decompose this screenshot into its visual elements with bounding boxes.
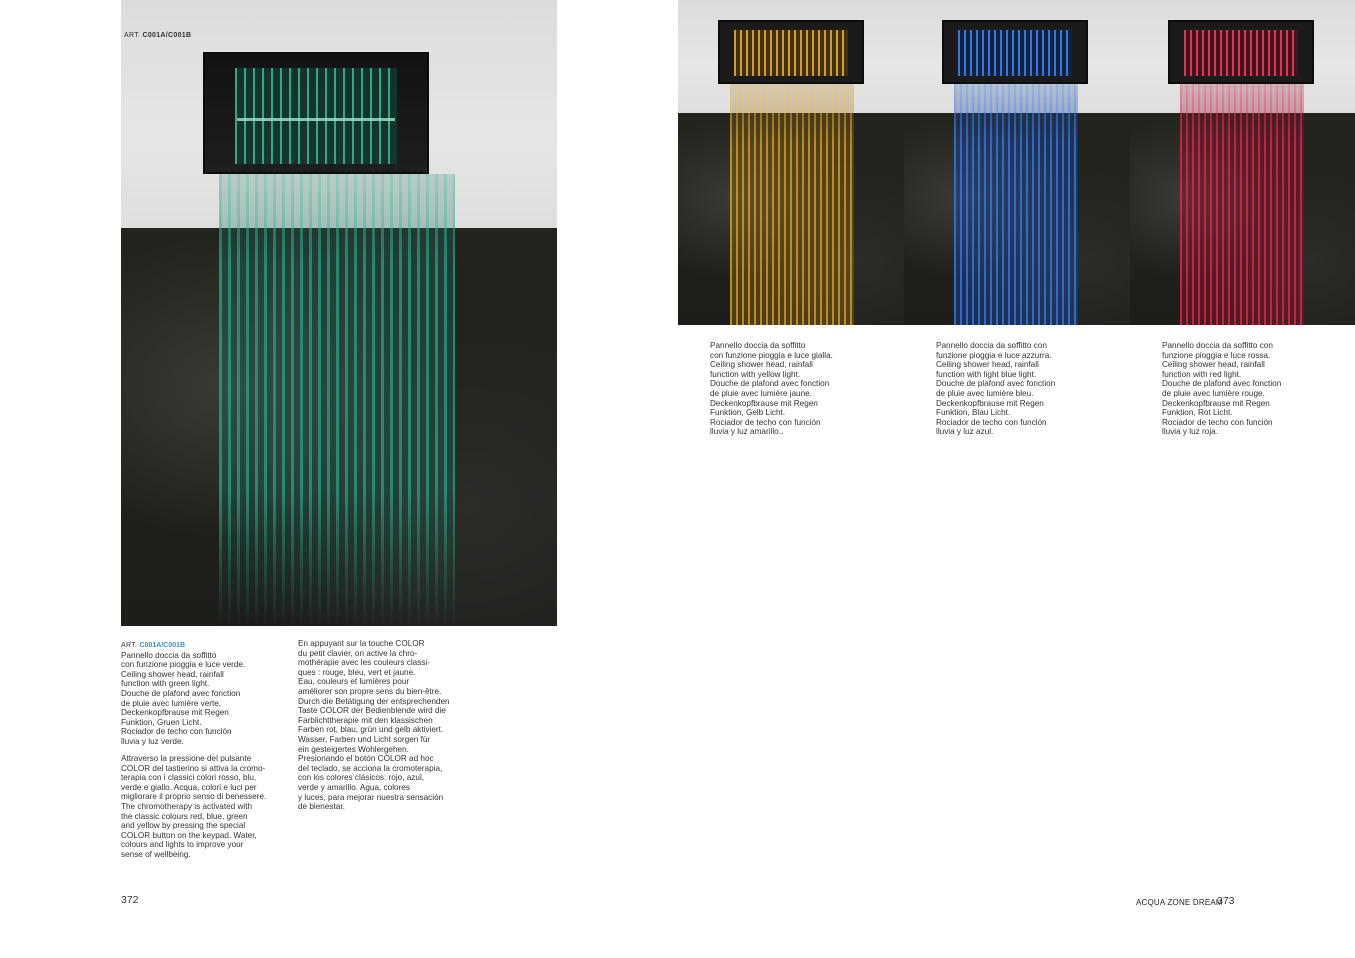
panel-led-strip — [237, 118, 395, 121]
description-it-en: Attraverso la pressione del pulsante COLOR del tastierino si attiva la cromo- terapia con i classici colori rosso, blu, verde e giallo. Acqua, colori e luci per migliorare il proprio senso di benessere. The chromotherapy is activated with the classic colours red, blue, green and yellow by pressing the special COLOR button on the keypad. Water, colours and lights to improve your sense of wellbeing. — [121, 754, 267, 859]
running-head: ACQUA ZONE DREAM — [1136, 898, 1223, 907]
caption-green-text: Pannello doccia da soffitto con funzione pioggia e luce verde. Ceiling shower head, rainfall function with green light. Douche de plafond avec fonction de pluie avec lumière verte. Deckenkopfbrause mit Regen Funktion, Gruen Licht. Rociador de techo con función lluvia y luz verde. — [121, 650, 246, 746]
shower-panel — [718, 20, 864, 84]
description-fr-de-es: En appuyant sur la touche COLOR du petit clavier, on active la chro- mothérapie avec les couleurs classi- ques : rouge, bleu, vert et jaune. Eau, couleurs et lumières pour améliorer son propre sens du bien-être. Durch die Betätigung der entsprechenden Taste COLOR der Bedienblende wird die Farblichttherapie mit den klassischen Farben rot, blau, grün und gelb aktiviert. Wasser, Farben und Licht sorgen für ein gesteigertes Wohlergehen. Presionando el botón COLOR ad hoc del teclado, se acciona la cromoterapia, con los colores clásicos: rojo, azul, verde y amarillo. Agua, colores y luces, para mejorar nuestra sensación de bienestar. — [298, 639, 450, 812]
caption-yellow: Pannello doccia da soffitto con funzione pioggia e luce gialla. Ceiling shower head, rainfall function with yellow light. Douche de plafond avec fonction de pluie avec lumière jaune. Deckenkopfbrause mit Regen Funktion, Gelb Licht. Rociador de techo con función lluvia y luz amarillo.. — [710, 341, 833, 437]
panel-nozzles — [1184, 30, 1298, 76]
yellow-shower-photo — [678, 0, 904, 325]
shower-panel — [942, 20, 1088, 84]
photo-article-label — [124, 32, 191, 39]
page-number-left: 372 — [121, 894, 139, 906]
caption-art-prefix: ART. — [121, 642, 138, 649]
panel-nozzles — [958, 30, 1072, 76]
caption-art-code: C001A/C001B — [139, 642, 186, 649]
red-shower-photo — [1130, 0, 1355, 325]
panel-nozzles — [235, 68, 397, 164]
green-rainfall — [219, 174, 455, 626]
caption-blue: Pannello doccia da soffitto con funzione pioggia e luce azzurra. Ceiling shower head, rainfall function with light blue light. Douche de plafond avec fonction de pluie avec lumière bleu. Deckenkopfbrause mit Regen Funktion, Blau Licht. Rociador de techo con función lluvia y luz azul. — [936, 341, 1056, 437]
green-shower-photo — [121, 0, 557, 626]
shower-panel — [203, 52, 429, 174]
page-number-right: 373 — [1217, 895, 1235, 907]
caption-green — [121, 640, 291, 747]
caption-red: Pannello doccia da soffitto con funzione pioggia e luce rossa. Ceiling shower head, rainfall function with red light. Douche de plafond avec fonction de pluie avec lumière rouge. Deckenkopfbrause mit Regen Funktion, Rot Licht. Rociador de techo con función lluvia y luz roja. — [1162, 341, 1282, 437]
photo-art-prefix: ART. — [124, 32, 141, 39]
blue-rainfall — [954, 84, 1078, 325]
panel-nozzles — [734, 30, 848, 76]
shower-panel — [1168, 20, 1314, 84]
yellow-rainfall — [730, 84, 854, 325]
red-rainfall — [1180, 84, 1304, 325]
photo-art-code: C001A/C001B — [142, 32, 192, 39]
blue-shower-photo — [904, 0, 1130, 325]
